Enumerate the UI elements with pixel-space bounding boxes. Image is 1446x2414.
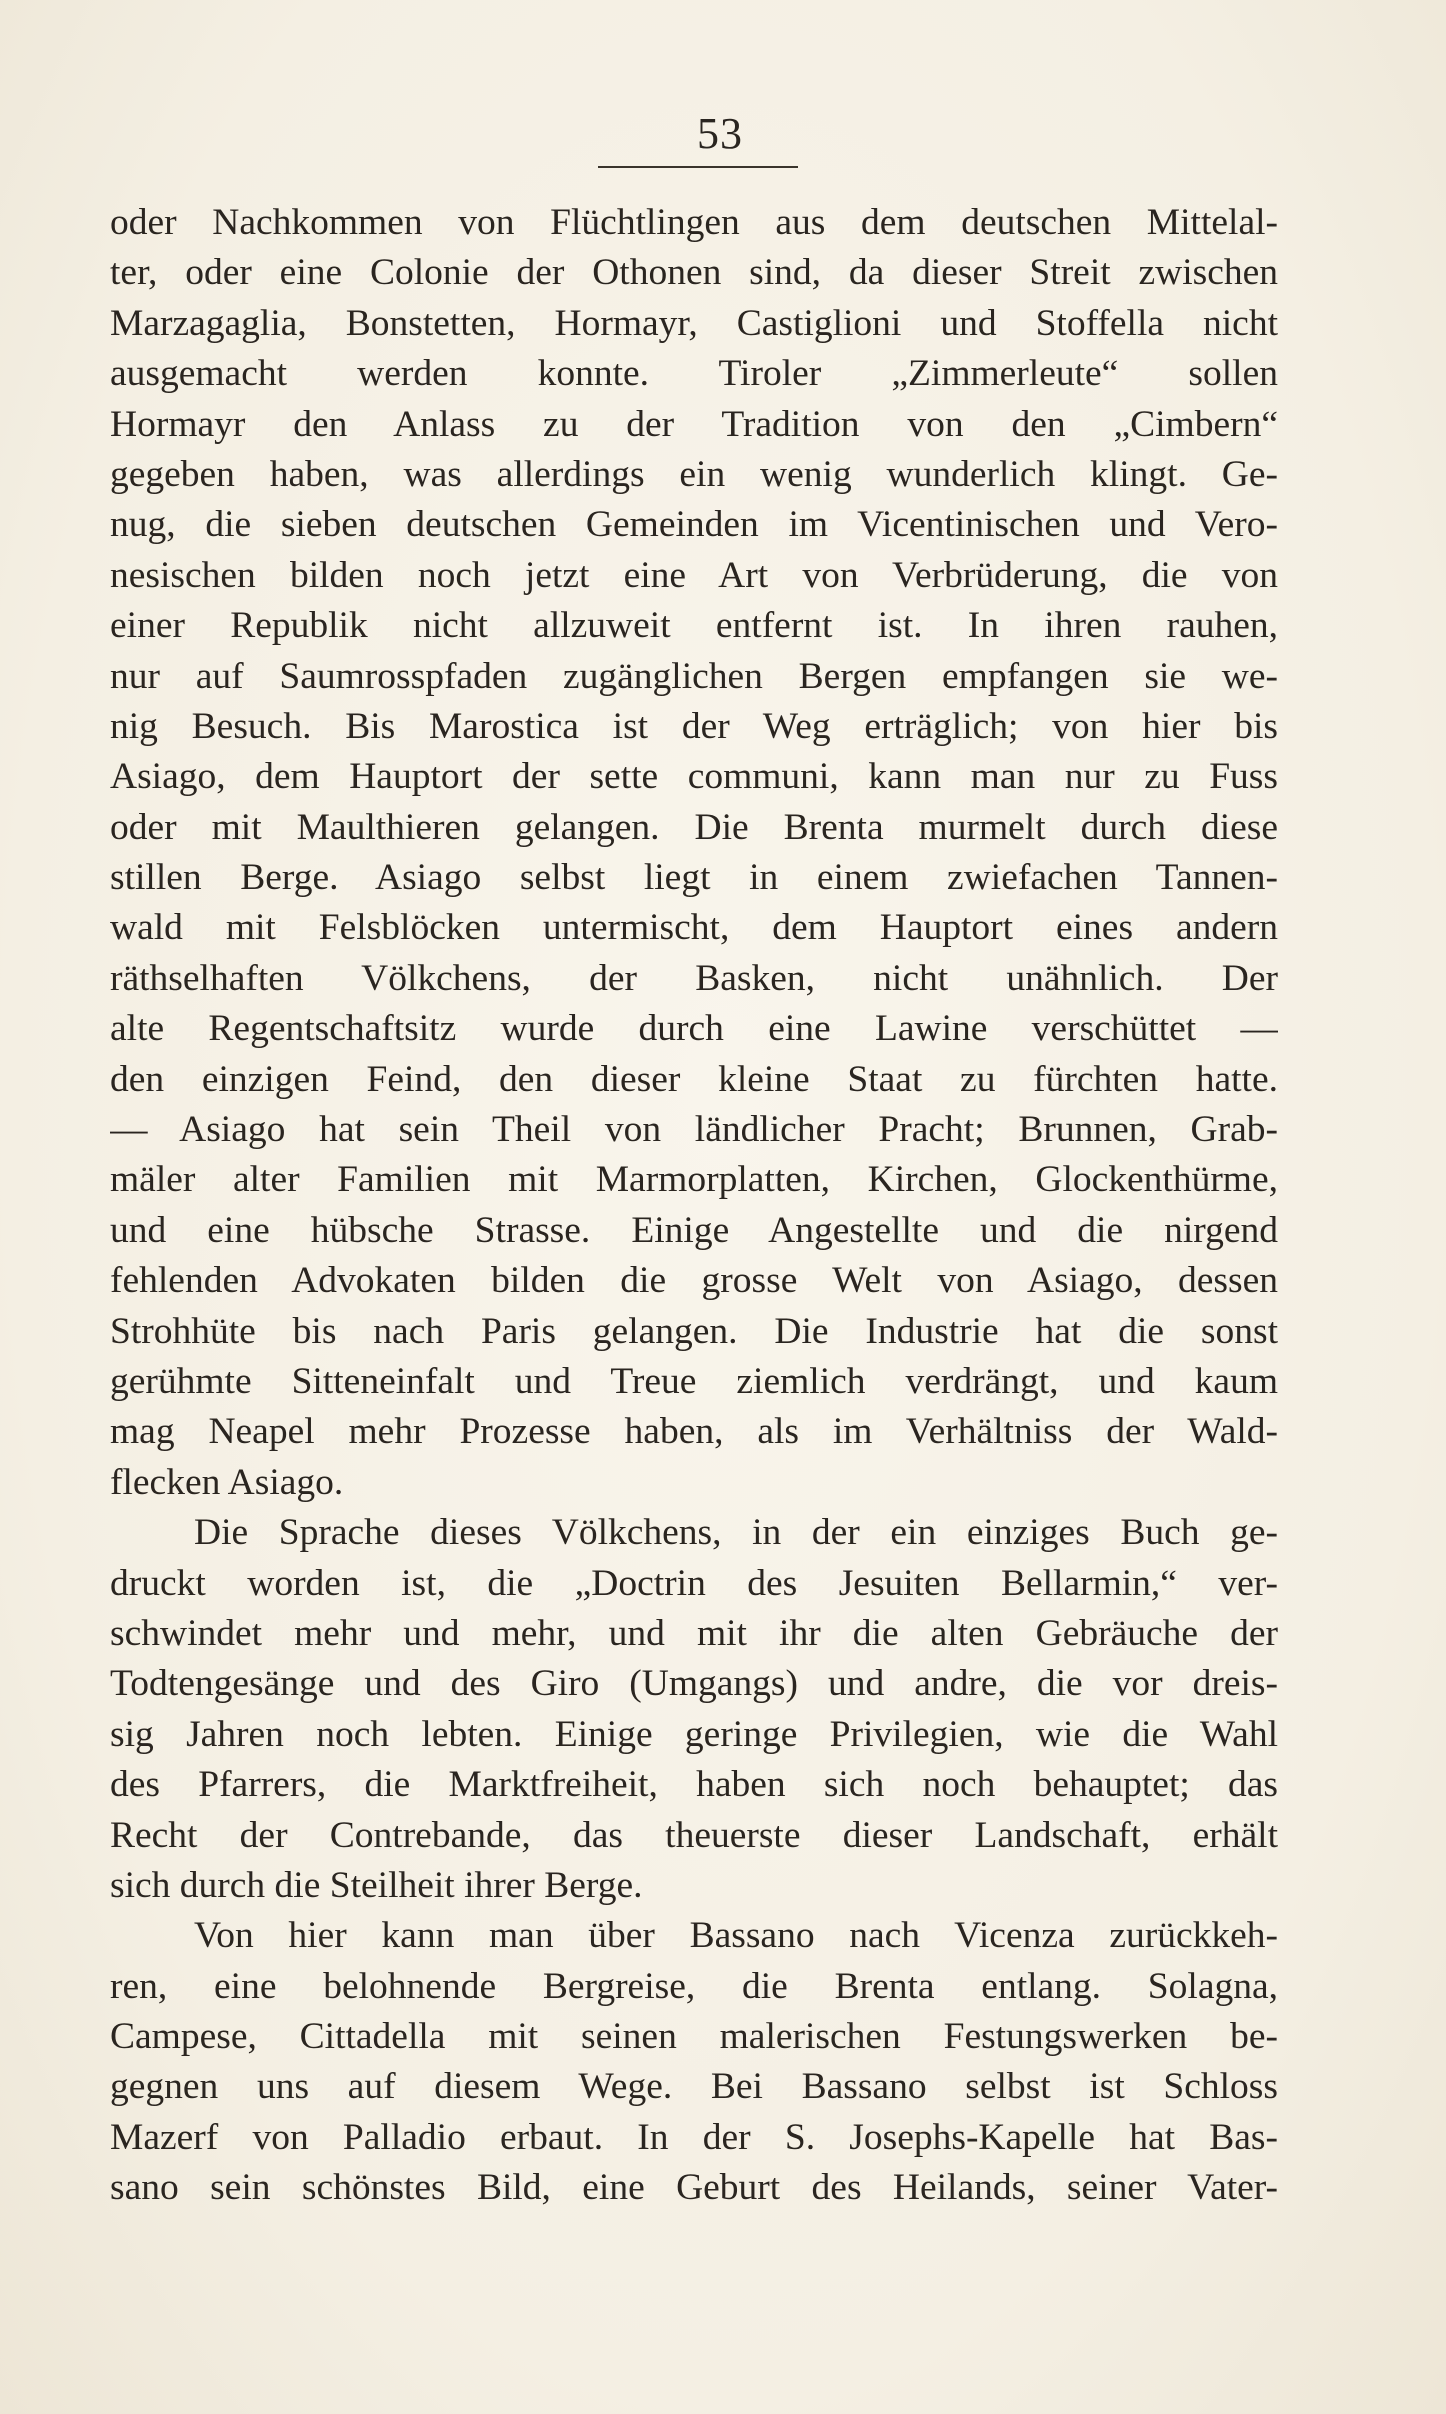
text-line: räthselhaften Völkchens, der Basken, nicht unähnlich. Der [110, 957, 1278, 999]
text-line: wald mit Felsblöcken untermischt, dem Hauptort eines andern [110, 907, 1278, 949]
text-line: sano sein schönstes Bild, eine Geburt des Heilands, seiner Vater- [110, 2167, 1278, 2209]
text-line: Von hier kann man über Bassano nach Vicenza zurückkeh- [194, 1915, 1278, 1957]
text-line: Campese, Cittadella mit seinen malerischen Festungswerken be- [110, 2016, 1278, 2058]
text-line: nug, die sieben deutschen Gemeinden im Vicentinischen und Vero- [110, 504, 1278, 546]
text-line: Mazerf von Palladio erbaut. In der S. Josephs-Kapelle hat Bas- [110, 2116, 1278, 2158]
text-line: ter, oder eine Colonie der Othonen sind, da dieser Streit zwischen [110, 252, 1278, 294]
text-line: fehlenden Advokaten bilden die grosse Welt von Asiago, dessen [110, 1260, 1278, 1302]
text-line: oder mit Maulthieren gelangen. Die Brenta murmelt durch diese [110, 806, 1278, 848]
page-number: 53 [697, 109, 743, 158]
text-line: einer Republik nicht allzuweit entfernt ist. In ihren rauhen, [110, 605, 1278, 647]
text-line: Die Sprache dieses Völkchens, in der ein einziges Buch ge- [194, 1512, 1278, 1554]
text-line: nesischen bilden noch jetzt eine Art von Verbrüderung, die von [110, 554, 1278, 596]
header-rule [598, 166, 798, 168]
text-line: flecken Asiago. [110, 1461, 344, 1503]
text-line: und eine hübsche Strasse. Einige Angestellte und die nirgend [110, 1209, 1278, 1251]
text-line: alte Regentschaftsitz wurde durch eine Lawine verschüttet — [110, 1008, 1278, 1050]
text-line: oder Nachkommen von Flüchtlingen aus dem deutschen Mittelal- [110, 202, 1278, 243]
text-line: mag Neapel mehr Prozesse haben, als im Verhältniss der Wald- [110, 1411, 1278, 1453]
text-line: nur auf Saumrosspfaden zugänglichen Bergen empfangen sie we- [110, 655, 1278, 697]
text-line: Hormayr den Anlass zu der Tradition von den „Cimbern“ [110, 403, 1278, 445]
text-line: stillen Berge. Asiago selbst liegt in einem zwiefachen Tannen- [110, 857, 1278, 899]
text-line: mäler alter Familien mit Marmorplatten, Kirchen, Glockenthürme, [110, 1159, 1278, 1201]
text-line: druckt worden ist, die „Doctrin des Jesuiten Bellarmin,“ ver- [110, 1562, 1278, 1604]
text-line: sig Jahren noch lebten. Einige geringe Privilegien, wie die Wahl [110, 1713, 1278, 1755]
text-line: Todtengesänge und des Giro (Umgangs) und andre, die vor dreis- [110, 1663, 1278, 1705]
text-line: gegeben haben, was allerdings ein wenig wunderlich klingt. Ge- [110, 453, 1278, 495]
text-line: gegnen uns auf diesem Wege. Bei Bassano selbst ist Schloss [110, 2066, 1278, 2108]
text-line: schwindet mehr und mehr, und mit ihr die alten Gebräuche der [110, 1612, 1278, 1654]
text-line: sich durch die Steilheit ihrer Berge. [110, 1864, 643, 1906]
text-line: — Asiago hat sein Theil von ländlicher Pracht; Brunnen, Grab- [110, 1109, 1278, 1151]
text-line: Marzagaglia, Bonstetten, Hormayr, Castiglioni und Stoffella nicht [110, 302, 1278, 344]
text-line: Recht der Contrebande, das theuerste dieser Landschaft, erhält [110, 1814, 1278, 1856]
text-line: gerühmte Sitteneinfalt und Treue ziemlich verdrängt, und kaum [110, 1360, 1278, 1402]
text-line: den einzigen Feind, den dieser kleine Staat zu fürchten hatte. [110, 1058, 1278, 1100]
text-line: ausgemacht werden konnte. Tiroler „Zimmerleute“ sollen [110, 353, 1278, 395]
body-text [110, 198, 1278, 2214]
text-line: Strohhüte bis nach Paris gelangen. Die Industrie hat die sonst [110, 1310, 1278, 1352]
text-line: des Pfarrers, die Marktfreiheit, haben sich noch behauptet; das [110, 1764, 1278, 1806]
text-line: Asiago, dem Hauptort der sette communi, kann man nur zu Fuss [110, 756, 1278, 798]
text-line: nig Besuch. Bis Marostica ist der Weg erträglich; von hier bis [110, 705, 1278, 747]
text-line: ren, eine belohnende Bergreise, die Brenta entlang. Solagna, [110, 1965, 1278, 2007]
